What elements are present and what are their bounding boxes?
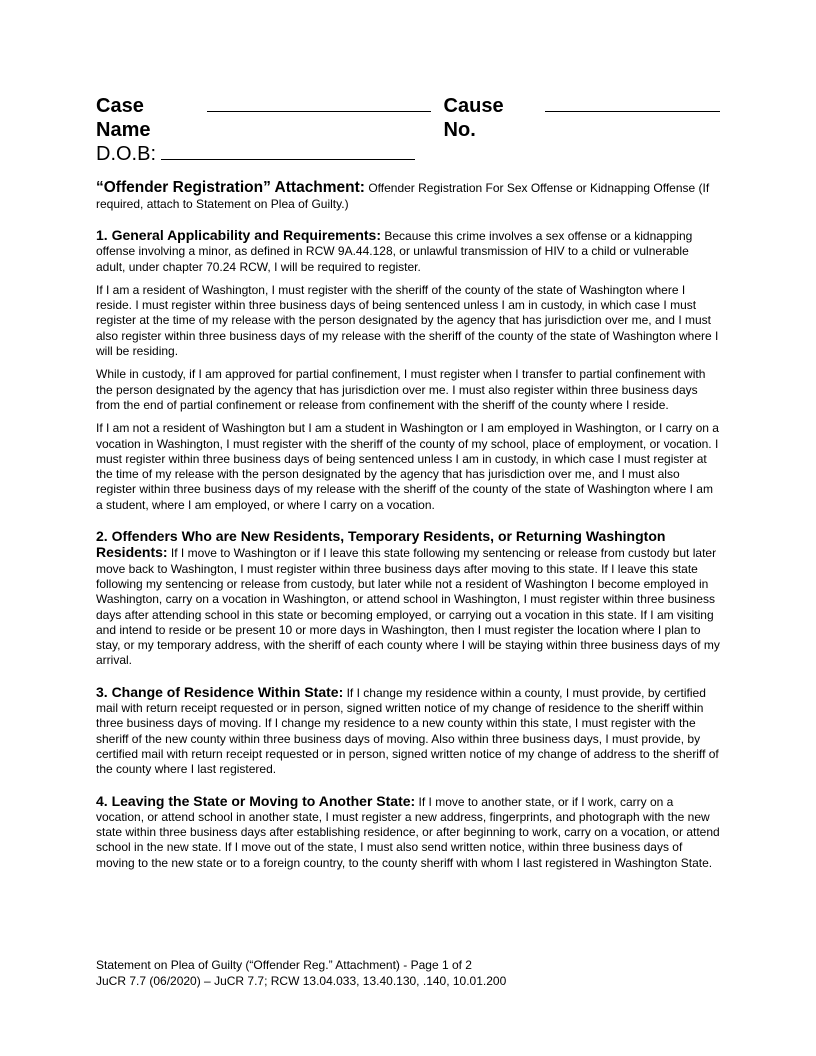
section-paragraph: If I am a resident of Washington, I must register with the sheriff of the county of the state of Washington where I reside. I must register within three business days of being sentenced unless I am in custody, in which case I must register at the time of my release with the person designated by the agency that has jurisdiction over me, and I must also register within three business days of my release with the sheriff of the county of the state of Washington where I will be residing. <box>96 282 719 359</box>
section-title: 4. Leaving the State or Moving to Another State: <box>96 792 416 809</box>
section-leaving-state <box>96 794 720 871</box>
section-title: 3. Change of Residence Within State: <box>96 683 344 700</box>
section-new-residents <box>96 529 720 669</box>
case-name-label: Case Name <box>96 95 151 141</box>
section-paragraph: 2. Offenders Who are New Residents, Temporary Residents, or Returning Washington Residents: If I move to Washington or if I leave this state following my sentencing or release from custody but later move back to Washington, I must register within three business days after moving to this state. If I leave this state following my sentencing or release from custody, but later while not a resident of Washington I become employed in Washington, carry on a vocation in Washington, or attend school in Washington, I must register within three business days after attending school in this state or becoming employed, or carrying out a vocation in this state. If I am visiting and intend to reside or be present 10 or more days in Washington, then I must register the location where I plan to stay, or my temporary address, with the sheriff of each county where I will be staying within three business days of my arrival. <box>96 528 720 668</box>
section-title: 2. Offenders Who are New Residents, Temporary Residents, or Returning Washington Residents: <box>96 528 666 561</box>
cause-no-label: Cause No. <box>443 95 504 141</box>
section-paragraph: 1. General Applicability and Requirements: Because this crime involves a sex offense or a kidnapping offense involving a minor, as defined in RCW 9A.44.128, or unlawful transmission of HIV to a child or vulnerable adult, under chapter 70.24 RCW, I will be required to register. <box>96 227 693 274</box>
dob-field[interactable] <box>161 143 415 160</box>
section-change-of-residence <box>96 685 720 778</box>
dob-row <box>96 142 720 166</box>
attachment-title: “Offender Registration” Attachment: <box>96 179 365 196</box>
cause-no-field[interactable] <box>545 95 720 112</box>
section-title: 1. General Applicability and Requirements: <box>96 227 381 243</box>
section-paragraph: 3. Change of Residence Within State: If I change my residence within a county, I must provide, by certified mail with return receipt requested or in person, signed written notice of my change of residence to the sheriff within three business days of moving. If I change my residence to a new county within this state, I must register with the sheriff of the new county within three business days of moving. Also within three business days, I must provide, by certified mail with return receipt requested or in person, signed written notice of my change of address to the sheriff of the county where I last registered. <box>96 683 719 777</box>
section-general-applicability <box>96 228 720 513</box>
attachment-description: Offender Registration For Sex Offense or Kidnapping Offense (If required, attach to Statement on Plea of Guilty.) <box>96 181 710 211</box>
attachment-heading <box>96 180 720 212</box>
section-paragraph: 4. Leaving the State or Moving to Another State: If I move to another state, or if I work, carry on a vocation, or attend school in another state, I must register a new address, fingerprints, and photograph with the new state within three business days after establishing residence, or after beginning to work, carry on a vocation, or attend school in the new state. If I move out of the state, I must also send written notice, within three business days of moving to the new state or to a foreign country, to the county sheriff with whom I last registered in Washington State. <box>96 792 720 870</box>
footer-citation: JuCR 7.7 (06/2020) – JuCR 7.7; RCW 13.04.033, 13.40.130, .140, 10.01.200 <box>96 973 507 988</box>
case-header-row <box>96 94 720 142</box>
section-paragraph: If I am not a resident of Washington but I am a student in Washington or I am employed in Washington, or I carry on a vocation in Washington, I must register with the sheriff of the county of my school, place of employment, or vocation. I must register within three business days of being sentenced unless I am in custody, in which case I must register at the time of my release with the person designated by the agency that has jurisdiction over me, and I must also register within three business days of my release with the sheriff of the county of the state of Washington where I am a student, where I am employed, or where I carry on a vocation. <box>96 421 719 512</box>
dob-label: D.O.B: <box>96 143 157 165</box>
case-name-field[interactable] <box>207 95 430 112</box>
section-paragraph: While in custody, if I am approved for partial confinement, I must register when I transfer to partial confinement with the person designated by the agency that has jurisdiction over me. I must also register within three business days from the end of partial confinement or release from confinement with the sheriff of the county where I reside. <box>96 367 706 412</box>
document-page <box>96 94 720 871</box>
page-footer <box>96 958 506 989</box>
footer-title: Statement on Plea of Guilty (“Offender Reg.” Attachment) - Page 1 of 2 <box>96 958 472 972</box>
